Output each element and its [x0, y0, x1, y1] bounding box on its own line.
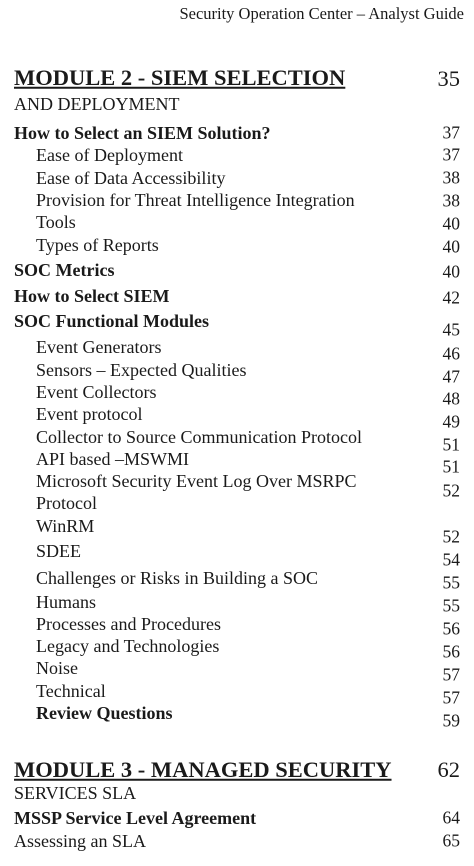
toc-entry-title: Event protocol	[36, 404, 143, 424]
toc-entry-title: Technical	[36, 681, 106, 701]
toc-entry-title: Sensors – Expected Qualities	[36, 360, 247, 380]
toc-entry-page-number: 52	[442, 480, 460, 501]
toc-entry-title: Types of Reports	[36, 235, 159, 255]
toc-entry-title: How to Select SIEM	[14, 286, 170, 306]
toc-entry-title: Humans	[36, 592, 96, 612]
toc-entry-title: MODULE 3 - MANAGED SECURITY	[14, 756, 392, 782]
toc-entry-title: Assessing an SLA	[14, 831, 147, 851]
toc-entry-title: SOC Metrics	[14, 260, 115, 280]
toc-entry-title: Ease of Deployment	[36, 145, 183, 165]
toc-entry-page-number: 55	[442, 572, 460, 593]
toc-entry-title: AND DEPLOYMENT	[14, 94, 180, 114]
toc-entry-title: Challenges or Risks in Building a SOC	[36, 568, 319, 588]
toc-entry-title: Collector to Source Communication Protocol	[36, 427, 362, 447]
toc-entry-title: Ease of Data Accessibility	[36, 168, 226, 188]
toc-entry-page-number: 51	[442, 456, 460, 477]
toc-entry-page-number: 42	[442, 287, 460, 308]
toc-entry-title: API based –MSWMI	[36, 449, 189, 469]
toc-entry-page-number: 37	[442, 144, 460, 165]
toc-entry-title: Review Questions	[36, 703, 173, 723]
toc-entry-page-number: 45	[442, 319, 460, 340]
toc-entry-page-number: 49	[442, 411, 460, 432]
toc-entry-page-number: 48	[442, 388, 460, 409]
toc-entry-title: How to Select an SIEM Solution?	[14, 123, 271, 143]
toc-entry-page-number: 40	[442, 261, 460, 282]
toc-entry-title: Protocol	[36, 493, 97, 513]
toc-entry-page-number: 40	[442, 213, 460, 234]
toc-entry-page-number: 52	[442, 526, 460, 547]
toc-entry-page-number: 54	[442, 549, 460, 570]
toc-entry-page-number: 57	[442, 664, 460, 685]
toc-entry-title: Provision for Threat Intelligence Integration	[36, 190, 355, 210]
toc-entry-page-number: 35	[437, 65, 460, 91]
toc-entry-title: WinRM	[36, 516, 95, 536]
toc-entry-page-number: 55	[442, 595, 460, 616]
toc-entry-page-number: 40	[442, 236, 460, 257]
toc-entry-title: SOC Functional Modules	[14, 311, 210, 331]
toc-entry-title: Microsoft Security Event Log Over MSRPC	[36, 471, 357, 491]
toc-entry-title: Legacy and Technologies	[36, 636, 220, 656]
toc-entry-page-number: 64	[442, 807, 460, 828]
toc-entry-page-number: 38	[442, 190, 460, 211]
toc-entry-title: SERVICES SLA	[14, 783, 137, 803]
toc-entry-page-number: 56	[442, 641, 460, 662]
toc-entry-page-number: 59	[442, 710, 460, 731]
toc-entry-page-number: 51	[442, 434, 460, 455]
toc-entry-title: Noise	[36, 658, 78, 678]
toc-entry-title: MSSP Service Level Agreement	[14, 808, 257, 828]
toc-entry-title: SDEE	[36, 541, 81, 561]
toc-entry-page-number: 38	[442, 167, 460, 188]
toc-entry-title: MODULE 2 - SIEM SELECTION	[14, 64, 346, 90]
toc-entry-page-number: 62	[437, 756, 460, 782]
toc-entry-title: Event Collectors	[36, 382, 157, 402]
toc-entry-page-number: 65	[442, 830, 460, 851]
toc-entry-title: Processes and Procedures	[36, 614, 221, 634]
toc-entry-title: Event Generators	[36, 337, 162, 357]
toc-entry-title: Tools	[36, 212, 76, 232]
toc-entry-page-number: 57	[442, 687, 460, 708]
toc-entry-page-number: 37	[442, 122, 460, 143]
running-header: Security Operation Center – Analyst Guide	[179, 4, 464, 23]
toc-entry-page-number: 56	[442, 618, 460, 639]
toc-entry-page-number: 46	[442, 343, 460, 364]
toc-entry-page-number: 47	[442, 366, 460, 387]
